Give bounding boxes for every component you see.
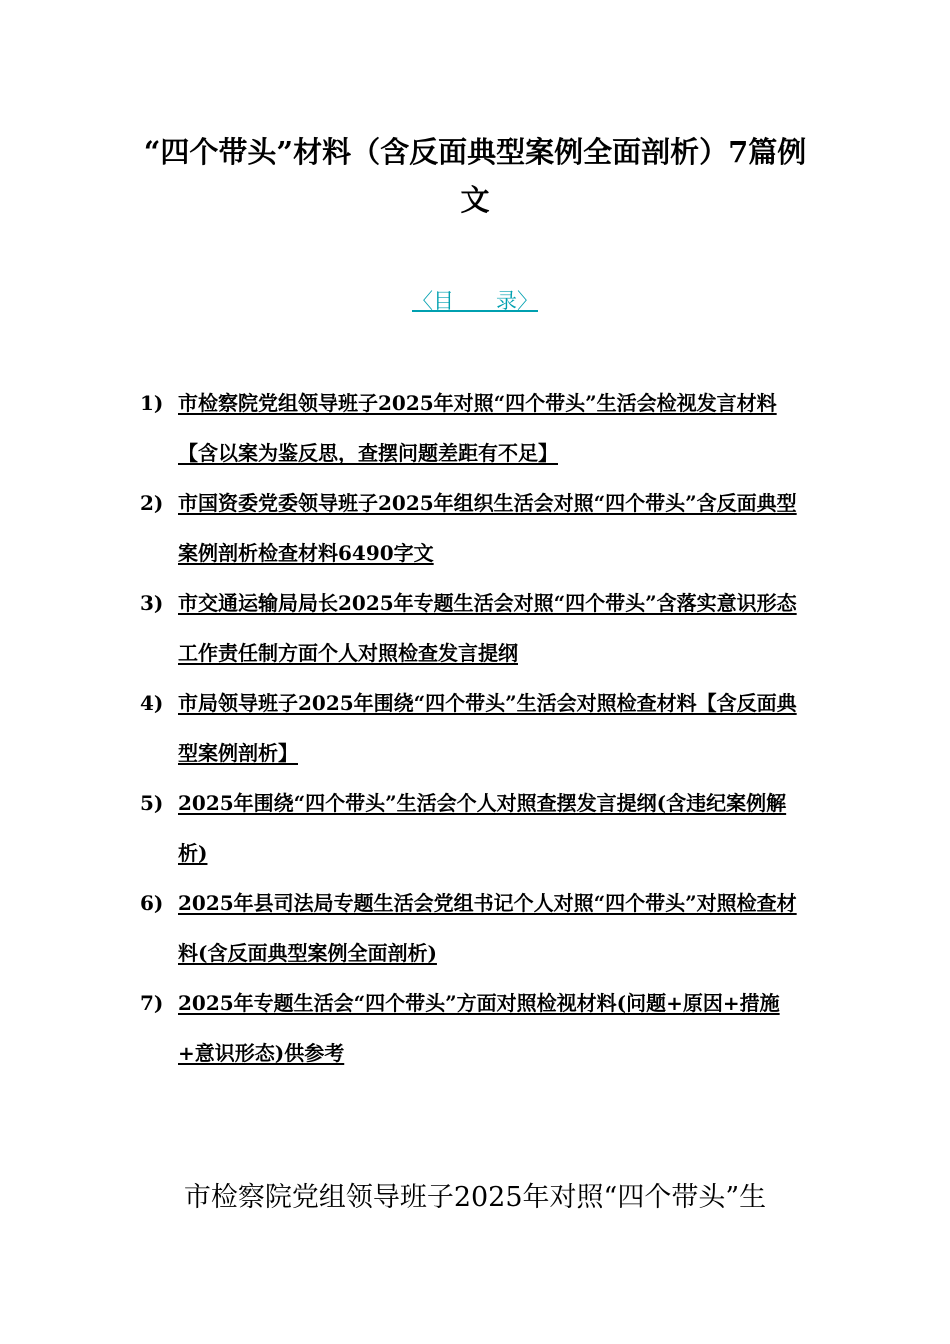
toc-item-number: 7): [140, 991, 164, 1015]
toc-item-6[interactable]: [140, 878, 812, 978]
section-heading: 市检察院党组领导班子2025年对照“四个带头”生: [183, 1182, 767, 1213]
toc-item-7[interactable]: [140, 978, 812, 1078]
toc-item-number: 6): [140, 891, 164, 915]
toc-item-2[interactable]: [140, 478, 812, 578]
toc-heading[interactable]: [0, 286, 950, 316]
toc-item-5[interactable]: [140, 778, 812, 878]
toc-item-3[interactable]: [140, 578, 812, 678]
toc-item-number: 1): [140, 391, 164, 415]
document-title: “四个带头”材料（含反面典型案例全面剖析）7篇例文: [143, 135, 807, 217]
toc-item-link[interactable]: 市国资委党委领导班子2025年组织生活会对照“四个带头”含反面典型案例剖析检查材料6490字文: [178, 491, 797, 565]
toc-item-1[interactable]: [140, 378, 812, 478]
toc-item-number: 5): [140, 791, 164, 815]
toc-item-link[interactable]: 2025年县司法局专题生活会党组书记个人对照“四个带头”对照检查材料(含反面典型案例全面剖析): [178, 891, 797, 965]
toc-item-link[interactable]: 市局领导班子2025年围绕“四个带头”生活会对照检查材料【含反面典型案例剖析】: [178, 691, 797, 765]
toc-item-number: 3): [140, 591, 164, 615]
toc-item-4[interactable]: [140, 678, 812, 778]
toc-item-link[interactable]: 2025年专题生活会“四个带头”方面对照检视材料(问题+原因+措施+意识形态)供参考: [178, 991, 780, 1065]
toc-heading-link[interactable]: 〈目 录〉: [412, 289, 538, 313]
toc-item-number: 4): [140, 691, 164, 715]
toc-item-number: 2): [140, 491, 164, 515]
toc-item-link[interactable]: 市检察院党组领导班子2025年对照“四个带头”生活会检视发言材料【含以案为鉴反思，查摆问题差距有不足】: [178, 391, 777, 465]
toc-list: [140, 378, 812, 1078]
toc-item-link[interactable]: 市交通运输局局长2025年专题生活会对照“四个带头”含落实意识形态工作责任制方面个人对照检查发言提纲: [178, 591, 797, 665]
toc-item-link[interactable]: 2025年围绕“四个带头”生活会个人对照查摆发言提纲(含违纪案例解析): [178, 791, 787, 865]
